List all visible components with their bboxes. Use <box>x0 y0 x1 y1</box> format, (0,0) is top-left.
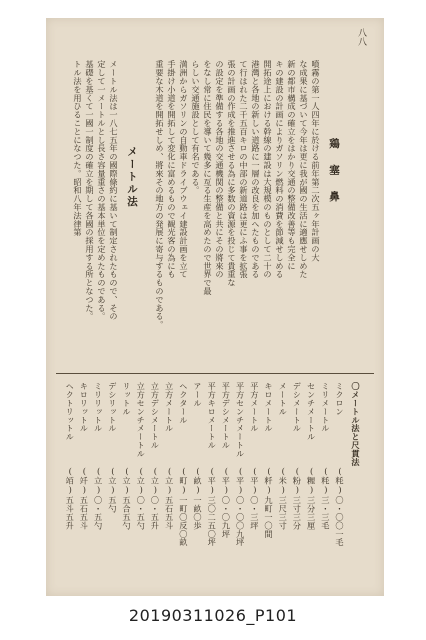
table-unit-abbr: (糎) <box>306 466 317 495</box>
table-unit-value: 三寸三分 <box>292 496 303 530</box>
article-line: らしい交通施設として有名である。 <box>191 60 201 195</box>
table-unit-value: 五斗五升 <box>65 496 76 530</box>
article-line: 手掛け小道を開拓して変化に富めるもので観光客の為にも <box>167 60 177 279</box>
table-unit-name: 平方デシメートル <box>221 382 232 450</box>
table-unit-value: 〇・〇〇一毛 <box>335 496 345 547</box>
section-title: メートル法 <box>126 146 138 209</box>
table-unit-name: ヘクタール <box>178 382 189 424</box>
table-unit-name: ミリメートル <box>320 382 331 433</box>
table-unit-name: センチメートル <box>306 382 317 441</box>
table-unit-name: アール <box>193 382 203 408</box>
table-unit-value: 三尺三寸 <box>278 496 289 530</box>
article-line: 港灣と各地の新しい道路に一層の改良を加へたものである <box>251 60 261 279</box>
book-page <box>46 18 384 596</box>
table-unit-name: 立方メートル <box>164 382 175 433</box>
table-unit-abbr: (立) <box>136 466 147 495</box>
table-unit-name: キロメートル <box>264 382 274 433</box>
article-line: をなし常に住民を導いて幾多に亙る生産を高めたので世界で最 <box>203 60 213 296</box>
table-unit-name: ヘクトリットル <box>65 382 76 441</box>
table-unit-abbr: (平) <box>235 466 246 495</box>
table-unit-name: 立方センチメートル <box>136 382 147 458</box>
article-line: キの建設の計画によりガソリン燃料の消費を節減せしめる <box>275 60 285 279</box>
article-title: 鶏 塞 鼻 <box>328 138 340 204</box>
table-unit-value: 九町一〇間 <box>264 496 274 538</box>
table-unit-abbr: (平) <box>249 466 260 495</box>
article-line: て行はれた二千五百キロの中部の新道路は更にふ事を拡張 <box>239 60 249 279</box>
table-unit-abbr: (立) <box>150 466 161 495</box>
table-unit-abbr: (粉) <box>292 466 303 495</box>
table-unit-name: ミリリットル <box>93 382 104 433</box>
table-unit-value: 五石五斗 <box>79 496 90 530</box>
table-unit-value: 三・三毛 <box>320 496 331 530</box>
table-unit-value: 〇・〇九坪 <box>221 496 232 538</box>
table-unit-value: 五合五勺 <box>122 496 132 530</box>
table-unit-name: デシメートル <box>292 382 303 433</box>
table-unit-value: 五勺 <box>107 496 118 513</box>
table-unit-abbr: (粍) <box>320 466 331 495</box>
image-caption: 20190311026_P101 <box>128 606 298 625</box>
article-line: 新の都市構成の確立をはかり交通の整備改善等も完全に <box>287 60 297 270</box>
article-line: 開拓途上における幹線の建設は大規模のものとして二十の <box>263 60 273 279</box>
section-line: トル法を用ひることになつた。昭和八年法律第 <box>73 60 83 237</box>
section-divider <box>56 373 374 374</box>
table-unit-abbr: (平) <box>221 466 232 495</box>
table-unit-value: 〇・〇〇九坪 <box>235 496 246 547</box>
table-unit-abbr: (畝) <box>193 466 203 495</box>
table-unit-abbr: (粁) <box>264 466 274 495</box>
section-line: メートル法は一八七五年の國際條約に基いて制定されたもので、その <box>109 60 119 321</box>
article-line: の設定を準備する各地の交通機関の整備と共にその將來の <box>215 60 225 279</box>
table-unit-value: 〇・五勺 <box>136 496 147 530</box>
table-unit-value: 〇・三坪 <box>249 496 260 530</box>
section-line: 定して一メートルとし長さ容量重さの基本単位を定めたものである。 <box>97 60 107 321</box>
table-unit-value: 三〇二五〇坪 <box>207 496 218 547</box>
table-unit-name: 平方メートル <box>249 382 260 433</box>
table-unit-value: 一町〇反〇畝 <box>178 496 189 547</box>
table-unit-name: ミクロン <box>335 382 345 416</box>
table-unit-abbr: (竏) <box>79 466 90 495</box>
article-line: 張の計画の作成を推進させる為に多数の資源を投じて貴重な <box>227 60 237 287</box>
table-unit-abbr: (立) <box>93 466 104 495</box>
article-line: 重要な木道を開拓せしめ、將來その地方の発展に寄与するものである。 <box>155 60 165 329</box>
article-line: な成果に基づいて今年は更に我が國の生活に適應せしめた <box>299 60 309 279</box>
table-unit-abbr: (立) <box>122 466 132 495</box>
article-line: 満洲からガソリンの自動車ドライブウェイ建設計画を立て <box>179 60 189 279</box>
table-unit-value: 〇・五勺 <box>93 496 104 530</box>
table-unit-abbr: (平) <box>207 466 218 495</box>
table-unit-value: 三分三厘 <box>306 496 317 530</box>
table-unit-name: 平方キロメートル <box>207 382 218 450</box>
table-unit-abbr: (立) <box>107 466 118 495</box>
table-unit-name: デシリットル <box>107 382 118 433</box>
table-title: 〇メートル法と尺貫法 <box>351 382 361 466</box>
page-number: 八八 <box>356 28 366 46</box>
table-unit-name: メートル <box>278 382 289 416</box>
table-unit-value: 一畝〇歩 <box>193 496 203 530</box>
table-unit-name: キロリットル <box>79 382 90 433</box>
section-line: 基礎を基くて一國一制度の確立を期して各國の採用する所となつた。 <box>85 60 95 321</box>
table-unit-name: 立方デシメートル <box>150 382 161 450</box>
table-unit-abbr: (粍) <box>335 466 345 495</box>
table-unit-value: 五石五斗 <box>164 496 175 530</box>
table-unit-name: 平方センチメートル <box>235 382 246 458</box>
article-line: 噴霧の第一人四年に於ける前年第二次五ヶ年計画の大 <box>311 60 321 262</box>
table-unit-abbr: (竡) <box>65 466 76 495</box>
table-unit-name: リットル <box>122 382 132 416</box>
table-unit-abbr: (立) <box>164 466 175 495</box>
table-unit-value: 〇・五升 <box>150 496 161 530</box>
table-unit-abbr: (米) <box>278 466 289 495</box>
table-unit-abbr: (町) <box>178 466 189 495</box>
